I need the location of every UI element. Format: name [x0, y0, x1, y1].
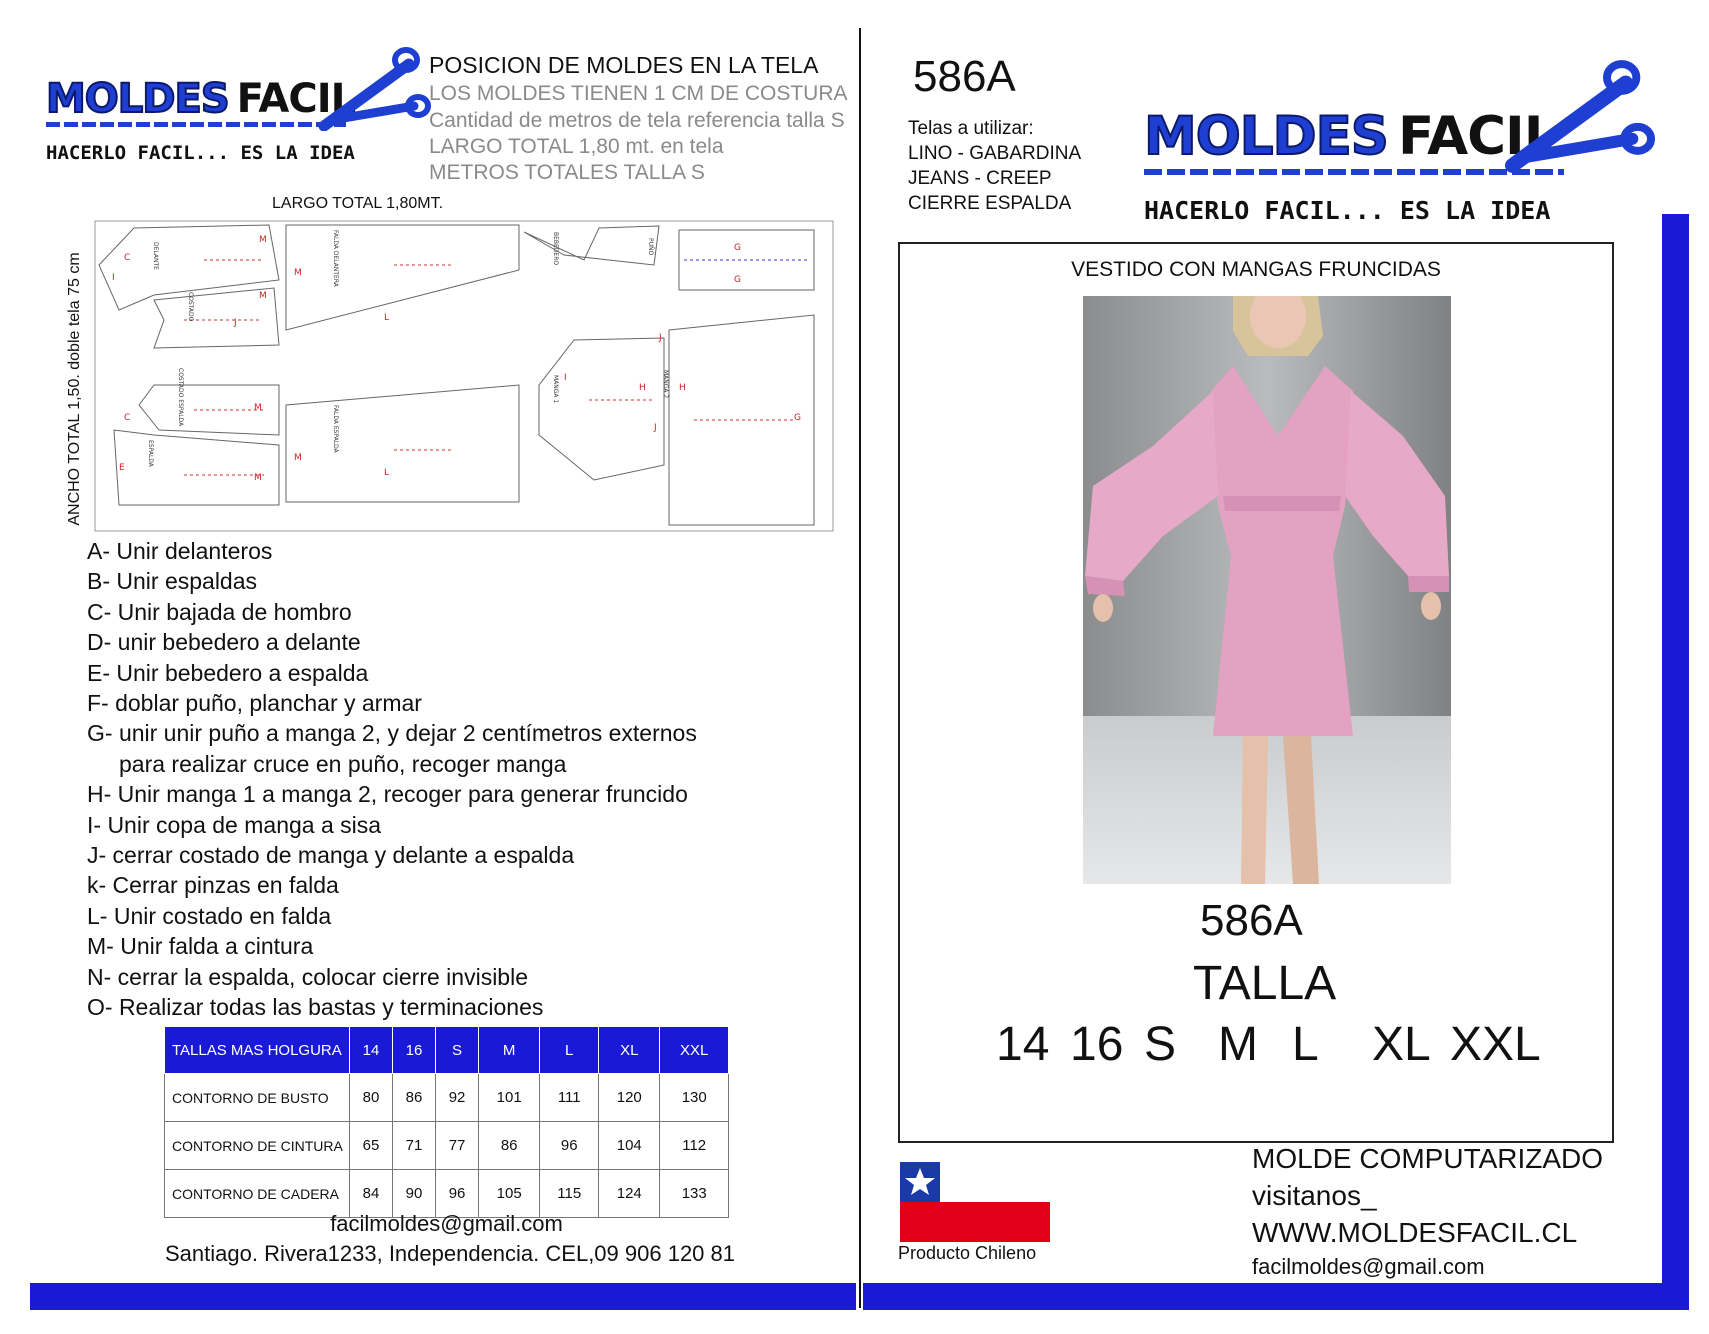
size-col: L	[540, 1027, 599, 1074]
table-cell: 124	[599, 1170, 660, 1218]
svg-text:FALDA DELANTERA: FALDA DELANTERA	[332, 230, 339, 287]
svg-text:G: G	[794, 413, 801, 423]
table-cell: 115	[540, 1170, 599, 1218]
size-col: XXL	[660, 1027, 729, 1074]
logo-dash-line	[46, 122, 346, 127]
svg-text:MANGA 1: MANGA 1	[552, 375, 559, 404]
svg-text:I: I	[564, 373, 567, 383]
instruction-item: M- Unir falda a cintura	[87, 933, 314, 960]
size-col: XL	[599, 1027, 660, 1074]
footer-website: WWW.MOLDESFACIL.CL	[1252, 1217, 1578, 1248]
scissors-icon	[314, 46, 434, 131]
table-row	[165, 1074, 729, 1122]
layout-side-label: ANCHO TOTAL 1,50. doble tela 75 cm	[66, 252, 83, 526]
bottom-bar-right	[863, 1283, 1687, 1310]
svg-text:J: J	[234, 318, 237, 328]
header-line-2: Cantidad de metros de tela referencia talla S	[429, 109, 845, 132]
product-card	[898, 242, 1614, 1143]
table-cell: 133	[660, 1170, 729, 1218]
svg-text:M: M	[254, 473, 262, 483]
table-cell: 90	[393, 1170, 436, 1218]
svg-text:M: M	[294, 268, 302, 278]
instruction-item: F- doblar puño, planchar y armar	[87, 690, 422, 717]
table-cell: 86	[479, 1122, 540, 1170]
size-label: 16	[1070, 1018, 1124, 1071]
size-label: XL	[1372, 1018, 1431, 1071]
svg-text:L: L	[384, 313, 390, 323]
table-cell: 101	[479, 1074, 540, 1122]
svg-text:M: M	[259, 291, 267, 301]
svg-text:I: I	[112, 273, 115, 283]
svg-text:L: L	[384, 468, 390, 478]
row-label: CONTORNO DE CADERA	[165, 1170, 350, 1218]
right-side-bar	[1662, 214, 1689, 1310]
instruction-item: para realizar cruce en puño, recoger manga	[119, 750, 567, 777]
footer-line-2: visitanos_	[1252, 1180, 1377, 1211]
svg-text:PUÑO: PUÑO	[647, 238, 654, 256]
svg-text:FALDA ESPALDA: FALDA ESPALDA	[332, 405, 339, 453]
table-cell: 84	[350, 1170, 393, 1218]
talla-label: TALLA	[1193, 957, 1337, 1010]
table-cell: 104	[599, 1122, 660, 1170]
logo-moldes-text: MOLDES	[46, 76, 229, 122]
svg-text:BEBEDERO: BEBEDERO	[552, 232, 559, 266]
instruction-item: H- Unir manga 1 a manga 2, recoger para generar fruncido	[87, 781, 688, 808]
bottom-bar-left	[30, 1283, 856, 1310]
svg-text:J: J	[659, 333, 662, 343]
size-table-header-label: TALLAS MAS HOLGURA	[165, 1027, 350, 1074]
header-line-1: LOS MOLDES TIENEN 1 CM DE COSTURA	[429, 82, 848, 105]
instruction-item: k- Cerrar pinzas en falda	[87, 872, 339, 899]
footer-line-1: MOLDE COMPUTARIZADO	[1252, 1143, 1604, 1174]
instruction-item: B- Unir espaldas	[87, 568, 258, 595]
instruction-item: A- Unir delanteros	[87, 538, 273, 564]
pattern-code: 586A	[913, 52, 1016, 101]
logo-moldes-text: MOLDES	[1144, 106, 1388, 167]
svg-text:C: C	[124, 253, 131, 263]
svg-text:MANGA 2: MANGA 2	[662, 370, 669, 399]
table-cell: 65	[350, 1122, 393, 1170]
size-label: XXL	[1450, 1018, 1541, 1071]
svg-text:M: M	[259, 235, 267, 245]
svg-text:COSTADO: COSTADO	[187, 292, 194, 322]
svg-text:M: M	[294, 453, 302, 463]
tagline-left: HACERLO FACIL... ES LA IDEA	[46, 142, 355, 164]
layout-top-label: LARGO TOTAL 1,80MT.	[272, 195, 444, 212]
instruction-item: N- cerrar la espalda, colocar cierre invisible	[87, 963, 528, 990]
logo-right	[1144, 58, 1664, 228]
size-label: M	[1218, 1018, 1258, 1071]
table-cell: 71	[393, 1122, 436, 1170]
card-title: VESTIDO CON MANGAS FRUNCIDAS	[1071, 258, 1441, 281]
contact-email-left: facilmoldes@gmail.com	[330, 1211, 563, 1236]
instruction-item: J- cerrar costado de manga y delante a espalda	[87, 842, 575, 869]
footer-email: facilmoldes@gmail.com	[1252, 1254, 1485, 1279]
instruction-item: E- Unir bebedero a espalda	[87, 659, 369, 686]
logo-facil-text: FACIL	[1397, 106, 1557, 167]
svg-text:H: H	[639, 383, 646, 393]
row-label: CONTORNO DE BUSTO	[165, 1074, 350, 1122]
table-cell: 120	[599, 1074, 660, 1122]
row-label: CONTORNO DE CINTURA	[165, 1122, 350, 1170]
svg-text:J: J	[654, 423, 657, 433]
svg-text:H: H	[679, 383, 686, 393]
table-cell: 92	[436, 1074, 479, 1122]
table-cell: 130	[660, 1074, 729, 1122]
logo-left	[44, 46, 434, 164]
fabric-item: JEANS - CREEP	[908, 168, 1052, 189]
header-line-4: METROS TOTALES TALLA S	[429, 161, 705, 184]
product-photo	[1083, 296, 1451, 884]
table-cell: 111	[540, 1074, 599, 1122]
chile-flag-icon	[900, 1162, 1050, 1242]
svg-text:C: C	[124, 413, 131, 423]
table-cell: 80	[350, 1074, 393, 1122]
fabric-item: CIERRE ESPALDA	[908, 193, 1072, 214]
table-cell: 86	[393, 1074, 436, 1122]
size-table	[164, 1026, 729, 1218]
table-cell: 77	[436, 1122, 479, 1170]
size-label: 14	[996, 1018, 1050, 1071]
size-col: 14	[350, 1027, 393, 1074]
table-cell: 105	[479, 1170, 540, 1218]
size-label: L	[1292, 1018, 1319, 1071]
size-col: 16	[393, 1027, 436, 1074]
svg-text:M: M	[254, 403, 262, 413]
fabric-item: LINO - GABARDINA	[908, 143, 1082, 164]
instruction-item: G- unir unir puño a manga 2, y dejar 2 centímetros externos	[87, 720, 697, 747]
table-cell: 96	[540, 1122, 599, 1170]
logo-facil-text: FACIL	[236, 76, 356, 122]
header-line-3: LARGO TOTAL 1,80 mt. en tela	[429, 135, 724, 158]
size-col: M	[479, 1027, 540, 1074]
card-code: 586A	[1200, 896, 1303, 945]
instruction-item: L- Unir costado en falda	[87, 902, 332, 929]
instruction-item: O- Realizar todas las bastas y terminaciones	[87, 994, 544, 1021]
page-divider	[859, 28, 861, 1308]
svg-text:DELANTE: DELANTE	[152, 242, 159, 270]
instruction-item: I- Unir copa de manga a sisa	[87, 811, 382, 838]
size-label: S	[1144, 1018, 1177, 1071]
table-row	[165, 1122, 729, 1170]
size-table-header	[165, 1027, 729, 1074]
fabrics-title: Telas a utilizar:	[908, 118, 1034, 139]
pattern-layout	[94, 220, 834, 532]
table-cell: 112	[660, 1122, 729, 1170]
svg-text:COSTADO ESPALDA: COSTADO ESPALDA	[177, 368, 184, 427]
instruction-item: D- unir bebedero a delante	[87, 629, 361, 656]
instruction-item: C- Unir bajada de hombro	[87, 598, 352, 625]
svg-text:G: G	[734, 275, 741, 285]
scissors-icon	[1499, 58, 1659, 173]
size-col: S	[436, 1027, 479, 1074]
contact-address: Santiago. Rivera1233, Independencia. CEL,09 906 120 81	[165, 1241, 735, 1266]
svg-text:G: G	[734, 243, 741, 253]
instructions-list	[87, 536, 787, 1023]
card-sizes	[996, 1017, 1556, 1073]
tagline-right: HACERLO FACIL... ES LA IDEA	[1144, 196, 1551, 225]
svg-text:E: E	[119, 463, 125, 473]
header-title: POSICION DE MOLDES EN LA TELA	[429, 52, 819, 78]
table-cell: 96	[436, 1170, 479, 1218]
svg-text:ESPALDA: ESPALDA	[147, 440, 154, 467]
flag-caption: Producto Chileno	[898, 1243, 1037, 1263]
